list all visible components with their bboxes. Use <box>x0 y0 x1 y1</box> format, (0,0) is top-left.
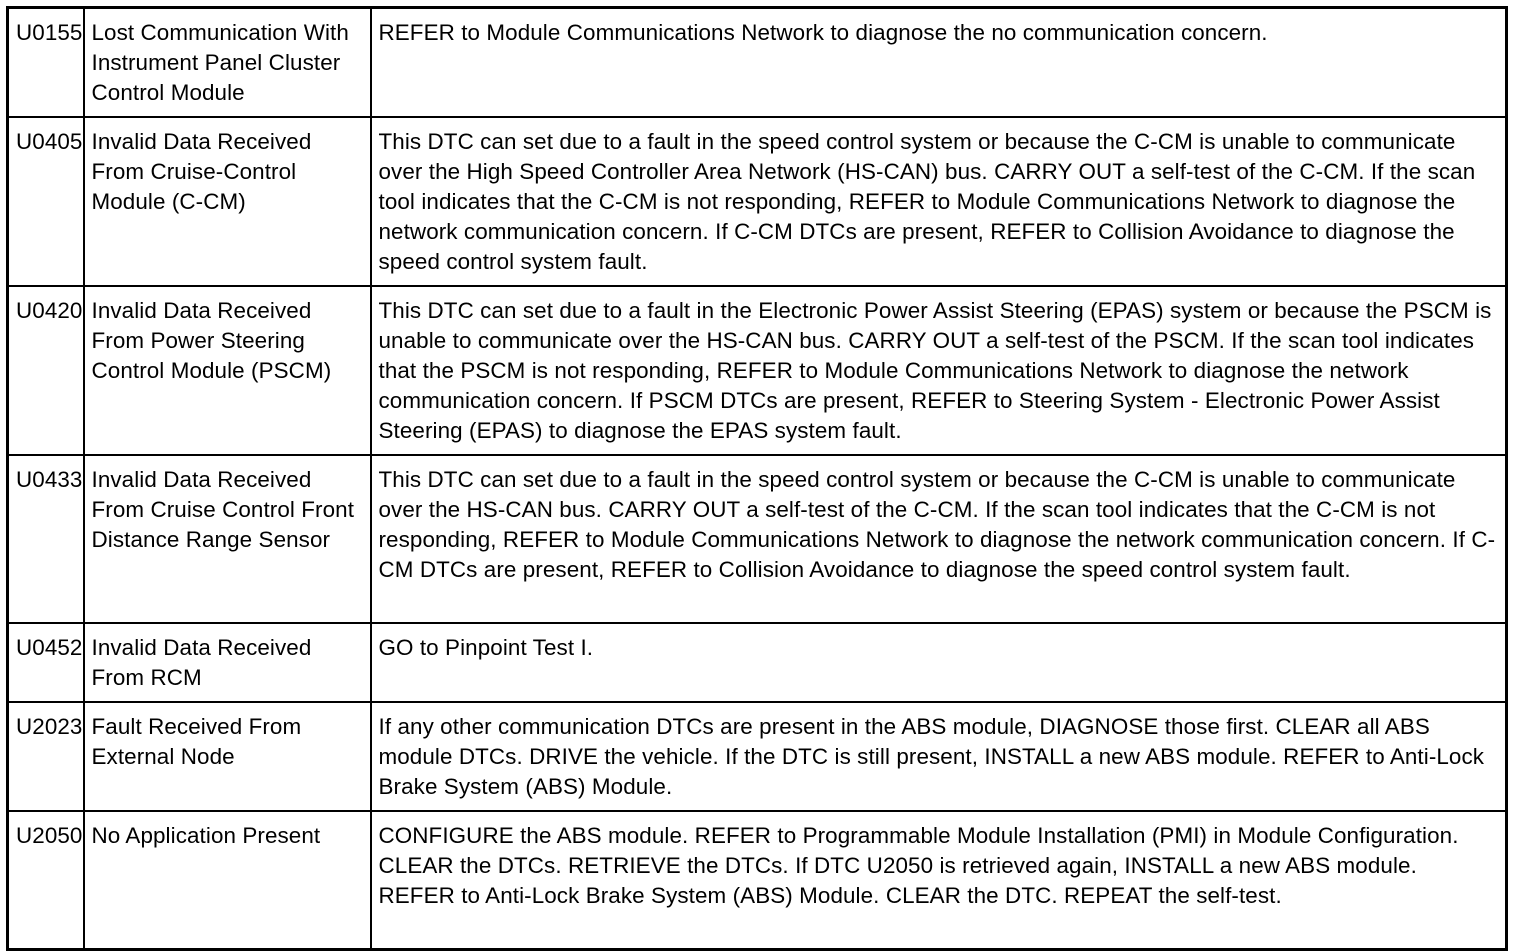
dtc-action: REFER to Module Communications Network to diagnose the no communication concern. <box>371 8 1507 118</box>
dtc-code: U0433 <box>8 455 84 623</box>
table-row <box>8 117 1507 286</box>
table-row <box>8 811 1507 949</box>
dtc-description: Lost Communication With Instrument Panel Cluster Control Module <box>84 8 371 118</box>
dtc-action: This DTC can set due to a fault in the speed control system or because the C-CM is unable to communicate over the HS-CAN bus. CARRY OUT a self-test of the C-CM. If the scan tool indicates that the C-CM is not responding, REFER to Module Communications Network to diagnose the network communication concern. If C-CM DTCs are present, REFER to Collision Avoidance to diagnose the speed control system fault. <box>371 455 1507 623</box>
dtc-code: U0452 <box>8 623 84 702</box>
table-row <box>8 455 1507 623</box>
dtc-action: This DTC can set due to a fault in the Electronic Power Assist Steering (EPAS) system or because the PSCM is unable to communicate over the HS-CAN bus. CARRY OUT a self-test of the PSCM. If the scan tool indicates that the PSCM is not responding, REFER to Module Communications Network to diagnose the network communication concern. If PSCM DTCs are present, REFER to Steering System - Electronic Power Assist Steering (EPAS) to diagnose the EPAS system fault. <box>371 286 1507 455</box>
table-row <box>8 702 1507 811</box>
dtc-code: U2050 <box>8 811 84 949</box>
table-row <box>8 623 1507 702</box>
dtc-description: Invalid Data Received From Cruise Control Front Distance Range Sensor <box>84 455 371 623</box>
table-row <box>8 8 1507 118</box>
dtc-code: U0155 <box>8 8 84 118</box>
dtc-description: Invalid Data Received From Cruise-Control Module (C-CM) <box>84 117 371 286</box>
dtc-action: GO to Pinpoint Test I. <box>371 623 1507 702</box>
dtc-code: U2023 <box>8 702 84 811</box>
dtc-action: CONFIGURE the ABS module. REFER to Programmable Module Installation (PMI) in Module Configuration. CLEAR the DTCs. RETRIEVE the DTCs. If DTC U2050 is retrieved again, INSTALL a new ABS module. REFER to Anti-Lock Brake System (ABS) Module. CLEAR the DTC. REPEAT the self-test. <box>371 811 1507 949</box>
dtc-description: Invalid Data Received From Power Steering Control Module (PSCM) <box>84 286 371 455</box>
dtc-description: Fault Received From External Node <box>84 702 371 811</box>
dtc-code: U0420 <box>8 286 84 455</box>
dtc-code: U0405 <box>8 117 84 286</box>
dtc-action: This DTC can set due to a fault in the speed control system or because the C-CM is unable to communicate over the High Speed Controller Area Network (HS-CAN) bus. CARRY OUT a self-test of the C-CM. If the scan tool indicates that the C-CM is not responding, REFER to Module Communications Network to diagnose the network communication concern. If C-CM DTCs are present, REFER to Collision Avoidance to diagnose the speed control system fault. <box>371 117 1507 286</box>
dtc-table <box>6 6 1508 951</box>
dtc-description: No Application Present <box>84 811 371 949</box>
dtc-description: Invalid Data Received From RCM <box>84 623 371 702</box>
dtc-action: If any other communication DTCs are present in the ABS module, DIAGNOSE those first. CLEAR all ABS module DTCs. DRIVE the vehicle. If the DTC is still present, INSTALL a new ABS module. REFER to Anti-Lock Brake System (ABS) Module. <box>371 702 1507 811</box>
table-row <box>8 286 1507 455</box>
